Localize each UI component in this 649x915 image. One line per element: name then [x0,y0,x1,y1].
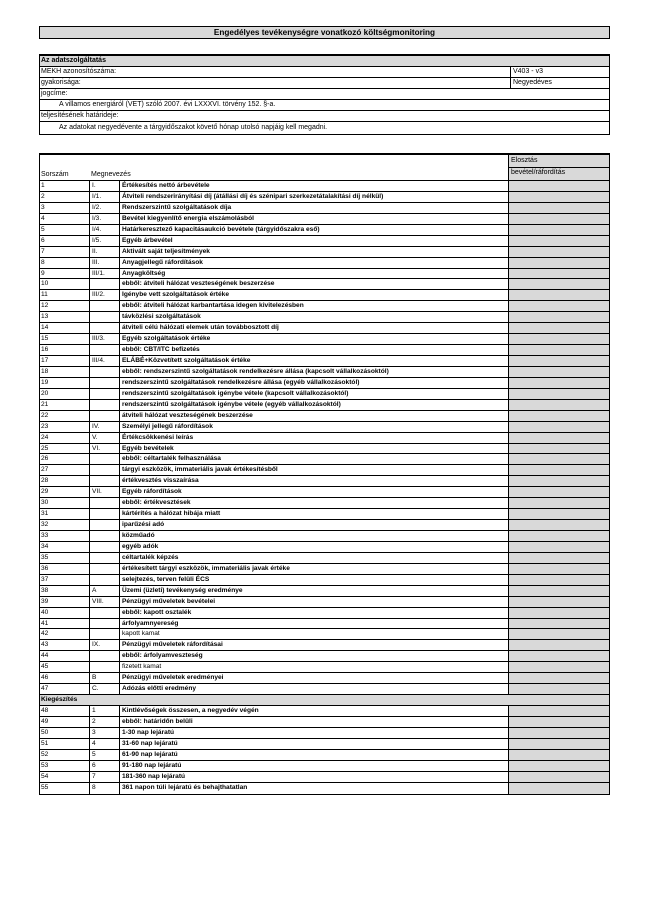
col-header-value-top: Elosztás [511,157,538,164]
info-id-value: V403 - v3 [510,67,609,77]
table-row [40,247,609,258]
row-reference: 4 [89,739,119,749]
row-number: 22 [41,411,49,419]
row-reference [89,619,119,629]
row-label: ebből: átviteli hálózat veszteségének beszerzése [119,279,508,289]
info-deadline-value: Az adatokat negyedévente a tárgyidőszakot követő hónap utolsó napjáig kell megadni. [59,124,328,131]
row-reference [89,542,119,552]
value-input-cell[interactable] [508,454,609,464]
value-input-cell[interactable] [508,728,609,738]
row-label: 1-30 nap lejáratú [119,728,508,738]
table-row [40,706,609,717]
value-input-cell[interactable] [508,345,609,355]
row-reference [89,629,119,639]
value-input-cell[interactable] [508,575,609,585]
row-reference: 7 [89,772,119,782]
row-reference: VII. [89,487,119,497]
row-reference: 1 [89,706,119,716]
row-number: 12 [41,302,49,310]
value-input-cell[interactable] [508,334,609,344]
row-number: 32 [41,521,49,529]
info-legal-value: A villamos energiáról (VET) szóló 2007. évi LXXXVI. törvény 152. §-a. [40,100,609,111]
row-number: 19 [41,378,49,386]
row-reference [89,389,119,399]
row-label: rendszerszintű szolgáltatások igénybe vétele (kapcsolt vállalkozásoktól) [119,389,508,399]
table-row [40,345,609,356]
value-input-cell[interactable] [508,487,609,497]
page-title: Engedélyes tevékenységre vonatkozó költségmonitoring [39,26,610,39]
row-label: távközlési szolgáltatások [119,312,508,322]
row-label: Egyéb bevételek [119,444,508,454]
row-number: 49 [41,717,49,725]
table-row [40,619,609,630]
table-row [40,334,609,345]
row-label: Átviteli rendszerirányítási díj (átállási díj és szénipari szerkezetátalakítási díj nélkül) [119,192,508,202]
row-number: 54 [41,772,49,780]
row-number: 43 [41,641,49,649]
row-reference: I/3. [89,214,119,224]
row-number: 6 [41,236,45,244]
table-row [40,564,609,575]
info-block [39,54,610,135]
table-row [40,378,609,389]
table-row [40,651,609,662]
value-input-cell[interactable] [508,236,609,246]
row-reference [89,651,119,661]
table-row [40,181,609,192]
table-row [40,586,609,597]
row-number: 34 [41,542,49,550]
row-label: ELÁBÉ+Közvetített szolgáltatások értéke [119,356,508,366]
table-row [40,520,609,531]
table-row [40,772,609,783]
row-number: 53 [41,761,49,769]
row-number: 46 [41,674,49,682]
table-body [40,181,609,794]
row-reference [89,301,119,311]
table-row [40,214,609,225]
value-input-cell[interactable] [508,662,609,672]
value-input-cell[interactable] [508,476,609,486]
table-row [40,509,609,520]
row-number: 2 [41,192,45,200]
value-input-cell[interactable] [508,433,609,443]
row-number: 17 [41,357,49,364]
value-input-cell[interactable] [508,203,609,213]
table-row [40,192,609,203]
row-label: Adózás előtti eredmény [119,684,508,694]
table-row [40,258,609,269]
col-header-value-bottom: bevétel/ráfordítás [511,169,566,176]
value-input-cell[interactable] [508,520,609,530]
table-row [40,465,609,476]
table-row [40,717,609,728]
row-number: 4 [41,214,45,222]
row-label: fizetett kamat [119,662,508,672]
row-reference [89,345,119,355]
row-reference: VI. [89,444,119,454]
info-legal-label: jogcíme: [40,89,609,100]
row-label: Értékesítés nettó árbevétele [119,181,508,191]
table-row [40,279,609,290]
row-number: 44 [41,652,49,660]
value-input-cell[interactable] [508,301,609,311]
row-label: Aktivált saját teljesítmények [119,247,508,257]
row-number: 8 [41,258,45,266]
value-input-cell[interactable] [508,553,609,563]
row-label: rendszerszintű szolgáltatások igénybe vétele (egyéb vállalkozásoktól) [119,400,508,410]
row-reference: III/4. [89,356,119,366]
col-header-divider [509,167,609,168]
row-label: ebből: rendszerszintű szolgáltatások rendelkezésre állása (kapcsolt vállalkozásoktól) [119,367,508,377]
table-row [40,673,609,684]
row-number: 48 [41,707,49,714]
row-reference: II. [89,247,119,257]
row-label: ebből: értékvesztések [119,498,508,508]
row-label: Értékcsökkenési leírás [119,433,508,443]
value-input-cell[interactable] [508,378,609,388]
row-label: tárgyi eszközök, immateriális javak értékesítésből [119,465,508,475]
row-reference [89,531,119,541]
row-reference: 3 [89,728,119,738]
table-row [40,203,609,214]
row-reference [89,279,119,289]
supplement-section-header [40,695,609,706]
row-reference [89,608,119,618]
row-label: kapott kamat [119,629,508,639]
row-reference [89,454,119,464]
row-number: 41 [41,619,49,627]
table-row [40,750,609,761]
row-number: 29 [41,488,49,496]
info-frequency-value: Negyedéves [510,78,609,88]
row-label: Személyi jellegű ráfordítások [119,422,508,432]
info-frequency-row [40,78,609,89]
row-label: céltartalék képzés [119,553,508,563]
value-input-cell[interactable] [508,247,609,257]
row-reference: I/5. [89,236,119,246]
table-row [40,629,609,640]
table-row [40,356,609,367]
row-number: 23 [41,422,49,430]
row-number: 16 [41,346,49,354]
row-reference: III/2. [89,290,119,300]
value-input-cell[interactable] [508,706,609,716]
table-row [40,728,609,739]
table-row [40,783,609,794]
row-label: 91-180 nap lejáratú [119,761,508,771]
value-input-cell[interactable] [508,739,609,749]
value-input-cell[interactable] [508,214,609,224]
row-label: Határkeresztező kapacitásaukció bevétele (tárgyidőszakra eső) [119,225,508,235]
table-header [40,155,609,181]
row-label: ebből: céltartalék felhasználása [119,454,508,464]
row-label: ebből: átviteli hálózat karbantartása idegen kivitelezésben [119,301,508,311]
table-row [40,608,609,619]
value-input-cell[interactable] [508,422,609,432]
row-reference [89,662,119,672]
row-number: 33 [41,532,49,539]
row-number: 55 [41,783,49,791]
row-label: árfolyamnyereség [119,619,508,629]
value-input-cell[interactable] [508,498,609,508]
value-input-cell[interactable] [508,444,609,454]
row-label: Anyagköltség [119,269,508,279]
row-reference [89,323,119,333]
value-input-cell[interactable] [508,225,609,235]
row-number: 5 [41,225,45,233]
row-reference: I. [89,181,119,191]
info-frequency-label: gyakorisága: [41,79,81,86]
row-label: ebből: határidőn belüli [119,717,508,727]
value-input-cell[interactable] [508,597,609,607]
row-reference: B [89,673,119,683]
value-input-cell[interactable] [508,761,609,771]
col-header-value [508,155,609,180]
value-input-cell[interactable] [508,367,609,377]
row-label: iparűzési adó [119,520,508,530]
value-input-cell[interactable] [508,619,609,629]
row-number: 51 [41,739,49,747]
row-label: átviteli hálózat veszteségének beszerzése [119,411,508,421]
table-row [40,542,609,553]
value-input-cell[interactable] [508,356,609,366]
value-input-cell[interactable] [508,400,609,410]
row-number: 10 [41,280,49,288]
row-number: 24 [41,433,49,441]
value-input-cell[interactable] [508,509,609,519]
table-row [40,640,609,651]
value-input-cell[interactable] [508,717,609,727]
row-number: 28 [41,477,49,485]
row-reference: A [89,586,119,596]
row-reference: I/1. [89,192,119,202]
row-reference: IV. [89,422,119,432]
value-input-cell[interactable] [508,269,609,279]
supplement-label: Kiegészítés [41,696,78,704]
row-label: Anyagjellegű ráfordítások [119,258,508,268]
row-reference [89,553,119,563]
row-label: Egyéb ráfordítások [119,487,508,497]
row-number: 38 [41,586,49,594]
row-label: Egyéb szolgáltatások értéke [119,334,508,344]
value-input-cell[interactable] [508,411,609,421]
row-label: selejtezés, terven felüli ÉCS [119,575,508,585]
row-number: 7 [41,247,45,255]
value-input-cell[interactable] [508,279,609,289]
row-label: ebből: kapott osztalék [119,608,508,618]
row-reference: 2 [89,717,119,727]
row-label: Pénzügyi műveletek eredményei [119,673,508,683]
value-input-cell[interactable] [508,640,609,650]
row-reference [89,367,119,377]
row-number: 9 [41,269,45,277]
col-header-name: Megnevezés [91,171,131,178]
row-number: 15 [41,335,49,343]
row-label: Bevétel kiegyenlítő energia elszámolásból [119,214,508,224]
value-input-cell[interactable] [508,673,609,683]
row-label: rendszerszintű szolgáltatások rendelkezésre állása (egyéb vállalkozásoktól) [119,378,508,388]
row-reference [89,411,119,421]
row-number: 37 [41,575,49,583]
table-row [40,662,609,673]
row-number: 20 [41,389,49,397]
row-number: 11 [41,291,48,299]
row-label: értékvesztés visszaírása [119,476,508,486]
row-number: 40 [41,608,49,616]
value-input-cell[interactable] [508,542,609,552]
row-label: közműadó [119,531,508,541]
row-number: 21 [41,400,49,408]
table-row [40,739,609,750]
row-label: ebből: CBT/ITC befizetés [119,345,508,355]
table-row [40,389,609,400]
value-input-cell[interactable] [508,181,609,191]
row-reference: 5 [89,750,119,760]
row-label: értékesített tárgyi eszközök, immateriális javak értéke [119,564,508,574]
col-header-number: Sorszám [41,171,69,178]
table-row [40,367,609,378]
row-reference: III. [89,258,119,268]
row-number: 18 [41,367,49,375]
table-row [40,553,609,564]
row-number: 50 [41,728,49,736]
table-row [40,411,609,422]
value-input-cell[interactable] [508,783,609,794]
info-id-label: MEKH azonosítószáma: [41,68,117,75]
row-label: 31-60 nap lejáratú [119,739,508,749]
row-reference: IX. [89,640,119,650]
table-row [40,487,609,498]
value-input-cell[interactable] [508,651,609,661]
row-reference [89,465,119,475]
value-input-cell[interactable] [508,629,609,639]
info-id-row [40,67,609,78]
value-input-cell[interactable] [508,586,609,596]
row-number: 14 [41,324,49,332]
row-label: ebből: árfolyamveszteség [119,651,508,661]
row-number: 31 [41,510,49,518]
value-input-cell[interactable] [508,531,609,541]
value-input-cell[interactable] [508,290,609,300]
value-input-cell[interactable] [508,323,609,333]
value-input-cell[interactable] [508,192,609,202]
row-number: 27 [41,466,49,474]
row-reference [89,564,119,574]
table-row [40,225,609,236]
value-input-cell[interactable] [508,389,609,399]
value-input-cell[interactable] [508,564,609,574]
row-reference [89,509,119,519]
value-input-cell[interactable] [508,772,609,782]
table-row [40,269,609,280]
row-label: Kintlévőségek összesen, a negyedév végén [119,706,508,716]
row-label: Igénybe vett szolgáltatások értéke [119,290,508,300]
row-number: 1 [41,182,45,189]
table-row [40,575,609,586]
row-number: 42 [41,630,49,638]
table-row [40,684,609,695]
row-label: egyéb adók [119,542,508,552]
row-label: 181-360 nap lejáratú [119,772,508,782]
row-reference [89,520,119,530]
table-row [40,597,609,608]
row-number: 30 [41,499,49,507]
value-input-cell[interactable] [508,750,609,760]
value-input-cell[interactable] [508,258,609,268]
row-number: 13 [41,313,49,321]
row-label: 361 napon túli lejáratú és behajthatatlan [119,783,508,794]
table-row [40,422,609,433]
table-row [40,433,609,444]
table-row [40,400,609,411]
row-reference: 6 [89,761,119,771]
row-label: Pénzügyi műveletek ráfordításai [119,640,508,650]
value-input-cell[interactable] [508,312,609,322]
table-row [40,454,609,465]
row-reference [89,400,119,410]
row-label: Rendszerszintű szolgáltatások díja [119,203,508,213]
row-number: 52 [41,750,49,758]
row-reference: I/2. [89,203,119,213]
table-row [40,761,609,772]
table-row [40,444,609,455]
info-deadline-label: teljesítésének határideje: [40,111,609,122]
row-reference: III/1. [89,269,119,279]
row-label: átviteli célú hálózati elemek után továbbosztott díj [119,323,508,333]
table-row [40,476,609,487]
value-input-cell[interactable] [508,465,609,475]
row-label: Üzemi (üzleti) tevékenység eredménye [119,586,508,596]
row-reference: I/4. [89,225,119,235]
row-reference [89,575,119,585]
row-reference: C. [89,684,119,694]
row-reference [89,498,119,508]
table-row [40,531,609,542]
info-section-title: Az adatszolgáltatás [40,56,609,67]
table-row [40,236,609,247]
table-row [40,312,609,323]
cost-table [39,153,610,795]
row-reference: 8 [89,783,119,794]
row-number: 36 [41,564,49,572]
table-row [40,290,609,301]
row-label: Pénzügyi műveletek bevételei [119,597,508,607]
row-number: 3 [41,203,45,211]
row-number: 25 [41,444,49,452]
row-label: kártérítés a hálózat hibája miatt [119,509,508,519]
row-reference: VIII. [89,597,119,607]
row-reference [89,312,119,322]
value-input-cell[interactable] [508,608,609,618]
row-number: 39 [41,597,49,605]
row-number: 35 [41,553,49,561]
table-row [40,301,609,312]
row-label: 61-90 nap lejáratú [119,750,508,760]
row-number: 45 [41,663,49,671]
row-reference: III/3. [89,334,119,344]
row-reference: V. [89,433,119,443]
value-input-cell[interactable] [508,684,609,694]
row-reference [89,378,119,388]
row-label: Egyéb árbevétel [119,236,508,246]
row-number: 47 [41,685,49,693]
row-reference [89,476,119,486]
row-number: 26 [41,455,49,463]
table-row [40,498,609,509]
table-row [40,323,609,334]
